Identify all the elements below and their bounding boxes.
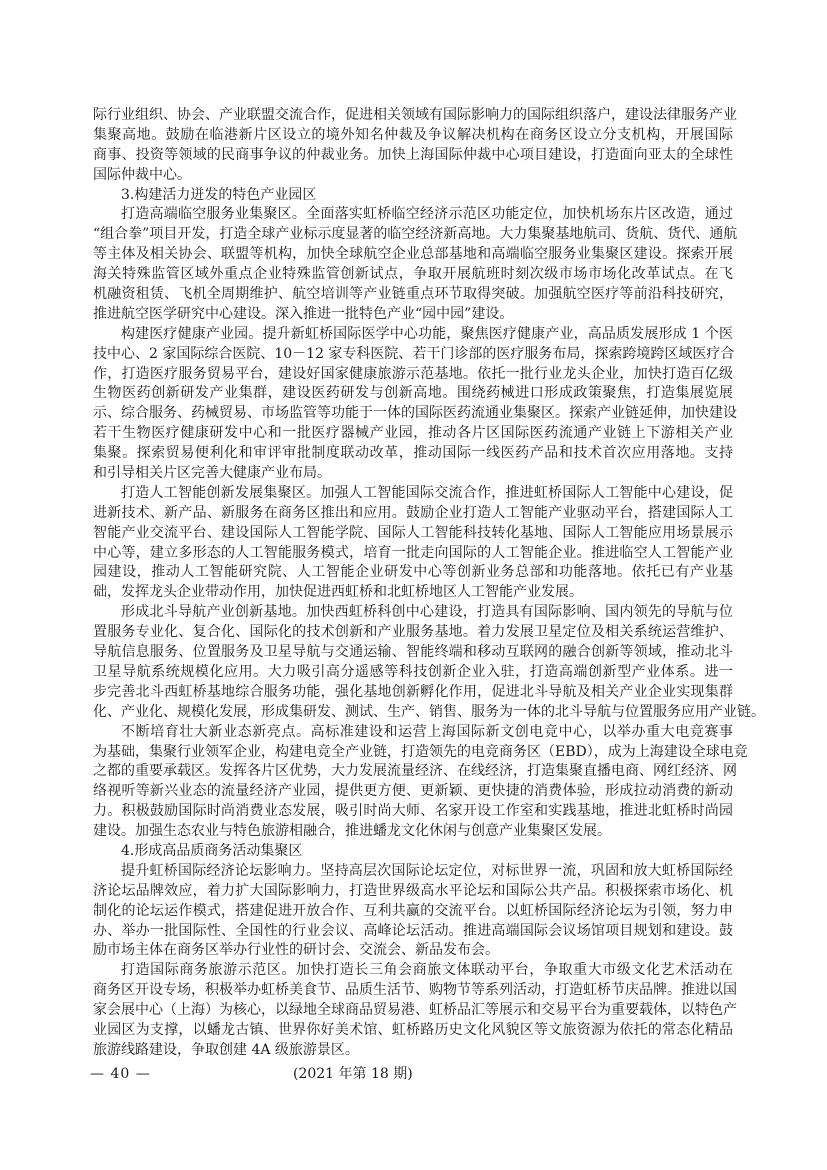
text-line: 等主体及相关协会、联盟等机构，加快全球航空企业总部基地和高端临空服务业集聚区建设。探索开展 <box>93 246 733 263</box>
paragraph <box>93 484 733 603</box>
paragraph <box>93 961 737 1060</box>
paragraph <box>93 205 738 324</box>
text-line: 建设。加强生态农业与特色旅游相融合，推进蟠龙文化休闲与创意产业集聚区发展。 <box>93 823 611 840</box>
text-line: 不断培育壮大新业态新亮点。高标准建设和运营上海国际新文创电竞中心，以举办重大电竞赛事 <box>121 723 733 740</box>
text-line: 机融资租赁、飞机全周期维护、航空培训等产业链重点环节取得突破。加强航空医疗等前沿科技研究， <box>93 286 733 303</box>
text-line: “组合拳”项目开发，打造全球产业标示度显著的临空经济新高地。大力集聚基地航司、货航、货代、通航 <box>93 226 738 243</box>
text-line: 形成北斗导航产业创新基地。加快西虹桥科创中心建设，打造具有国际影响、国内领先的导航与位 <box>121 604 733 621</box>
text-line: 技中心、2 家国际综合医院、10－12 家专科医院、若干门诊部的医疗服务布局，探索跨境跨区域医疗合 <box>93 345 735 362</box>
text-line: 智能产业交流平台、建设国际人工智能学院、国际人工智能科技转化基地、国际人工智能应用场景展示 <box>93 524 733 541</box>
text-line: 和引导相关片区完善大健康产业布局。 <box>93 465 331 482</box>
document-body <box>93 106 765 1061</box>
text-line: 作，打造医疗服务贸易平台，建设好国家健康旅游示范基地。依托一批行业龙头企业，加快打造百亿级 <box>93 365 733 382</box>
text-line: 集聚。探索贸易便利化和审评审批制度联动改革，推动国际一线医药产品和技术首次应用落地。支持 <box>93 445 733 462</box>
text-line: 卫星导航系统规模化应用。大力吸引高分遥感等科技创新企业入驻，打造高端创新型产业体系。进一 <box>93 663 733 680</box>
text-line: 提升虹桥国际经济论坛影响力。坚持高层次国际论坛定位，对标世界一流，巩固和放大虹桥国际经 <box>121 862 733 879</box>
text-line: 励市场主体在商务区举办行业性的研讨会、交流会、新品发布会。 <box>93 942 499 959</box>
text-line: 打造人工智能创新发展集聚区。加强人工智能国际交流合作，推进虹桥国际人工智能中心建设，促 <box>121 484 733 501</box>
paragraph <box>93 862 733 961</box>
text-line: 之都的重要承载区。发挥各片区优势，大力发展流量经济、在线经济，打造集聚直播电商、网红经济、网 <box>93 763 737 780</box>
text-line: 力。积极鼓励国际时尚消费业态发展，吸引时尚大师、名家开设工作室和实践基地，推进北虹桥时尚园 <box>93 803 733 820</box>
text-line: 3.构建活力迸发的特色产业园区 <box>121 186 317 203</box>
text-line: 家会展中心（上海）为核心，以绿地全球商品贸易港、虹桥品汇等展示和交易平台为重要载体，以特色产 <box>93 1002 737 1019</box>
issue-label: (2021 年第 18 期) <box>293 1066 413 1082</box>
text-line: 推进航空医学研究中心建设。深入推进一批特色产业“园中园”建设。 <box>93 305 514 322</box>
page-footer <box>90 1064 730 1084</box>
text-line: 进新技术、新产品、新服务在商务区推出和应用。鼓励企业打造人工智能产业驱动平台，搭建国际人工 <box>93 504 733 521</box>
text-line: 打造高端临空服务业集聚区。全面落实虹桥临空经济示范区功能定位，加快机场东片区改造，通过 <box>121 206 733 223</box>
paragraph <box>93 325 737 484</box>
paragraph <box>93 106 737 186</box>
text-line: 园建设，推动人工智能研究院、人工智能企业研发中心等创新业务总部和功能落地。依托已有产业基 <box>93 564 733 581</box>
text-line: 化、产业化、规模化发展，形成集研发、测试、生产、销售、服务为一体的北斗导航与位置服务应用产业链。 <box>93 703 765 720</box>
text-line: 示、综合服务、药械贸易、市场监管等功能于一体的国际医药流通业集聚区。探索产业链延伸，加快建设 <box>93 405 737 422</box>
text-line: 商事、投资等领域的民商事争议的仲裁业务。加快上海国际仲裁中心项目建设，打造面向亚太的全球性 <box>93 146 733 163</box>
text-line: 业园区为支撑，以蟠龙古镇、世界你好美术馆、虹桥路历史文化风貌区等文旅资源为依托的常态化精品 <box>93 1021 733 1038</box>
text-line: 步完善北斗西虹桥基地综合服务功能，强化基地创新孵化作用，促进北斗导航及相关产业企业实现集群 <box>93 683 733 700</box>
text-line: 生物医药创新研发产业集群，建设医药研发与创新高地。围绕药械进口形成政策聚焦，打造集展览展 <box>93 385 733 402</box>
text-line: 制化的论坛运作模式，搭建促进开放合作、互利共赢的交流平台。以虹桥国际经济论坛为引领，努力申 <box>93 902 733 919</box>
text-line: 集聚高地。鼓励在临港新片区设立的境外知名仲裁及争议解决机构在商务区设立分支机构，开展国际 <box>93 126 733 143</box>
paragraph <box>93 723 748 842</box>
text-line: 为基础，集聚行业领军企业，构建电竞全产业链，打造领先的电竞商务区（EBD），成为上海建设全球电竞 <box>93 743 748 760</box>
section-heading <box>93 186 733 206</box>
text-line: 济论坛品牌效应，着力扩大国际影响力，打造世界级高水平论坛和国际公共产品。积极探索市场化、机 <box>93 882 733 899</box>
text-line: 打造国际商务旅游示范区。加快打造长三角会商旅文体联动平台，争取重大市级文化艺术活动在 <box>121 962 733 979</box>
text-line: 际行业组织、协会、产业联盟交流合作，促进相关领域有国际影响力的国际组织落户，建设法律服务产业 <box>93 107 737 123</box>
text-line: 海关特殊监管区域外重点企业特殊监管创新试点，争取开展航班时刻次级市场市场化改革试点。在飞 <box>93 266 733 283</box>
section-heading <box>93 842 733 862</box>
text-line: 国际仲裁中心。 <box>93 166 191 183</box>
text-line: 4.形成高品质商务活动集聚区 <box>121 842 303 859</box>
text-line: 络视听等新兴业态的流量经济产业园，提供更方便、更新颖、更快捷的消费体验，形成拉动消费的新动 <box>93 783 733 800</box>
text-line: 置服务专业化、复合化、国际化的技术创新和产业服务基地。着力发展卫星定位及相关系统运营维护、 <box>93 624 733 641</box>
text-line: 旅游线路建设，争取创建 4A 级旅游景区。 <box>93 1041 359 1058</box>
text-line: 办、举办一批国际性、全国性的行业会议、高峰论坛活动。推进高端国际会议场馆项目规划和建设。鼓 <box>93 922 733 939</box>
page-number: — 40 — <box>90 1066 151 1082</box>
text-line: 导航信息服务、位置服务及卫星导航与交通运输、智能终端和移动互联网的融合创新等领域，推动北斗 <box>93 644 733 661</box>
text-line: 构建医疗健康产业园。提升新虹桥国际医学中心功能，聚焦医疗健康产业，高品质发展形成 1 个医 <box>121 325 733 342</box>
text-line: 若干生物医疗健康研发中心和一批医疗器械产业园，推动各片区国际医药流通产业链上下游相关产业 <box>93 425 733 442</box>
paragraph <box>93 603 765 722</box>
text-line: 础，发挥龙头企业带动作用，加快促进西虹桥和北虹桥地区人工智能产业发展。 <box>93 584 583 601</box>
text-line: 中心等，建立多形态的人工智能服务模式，培育一批走向国际的人工智能企业。推进临空人工智能产业 <box>93 544 733 561</box>
text-line: 商务区开设专场，积极举办虹桥美食节、品质生活节、购物节等系列活动，打造虹桥节庆品牌。推进以国 <box>93 982 737 999</box>
